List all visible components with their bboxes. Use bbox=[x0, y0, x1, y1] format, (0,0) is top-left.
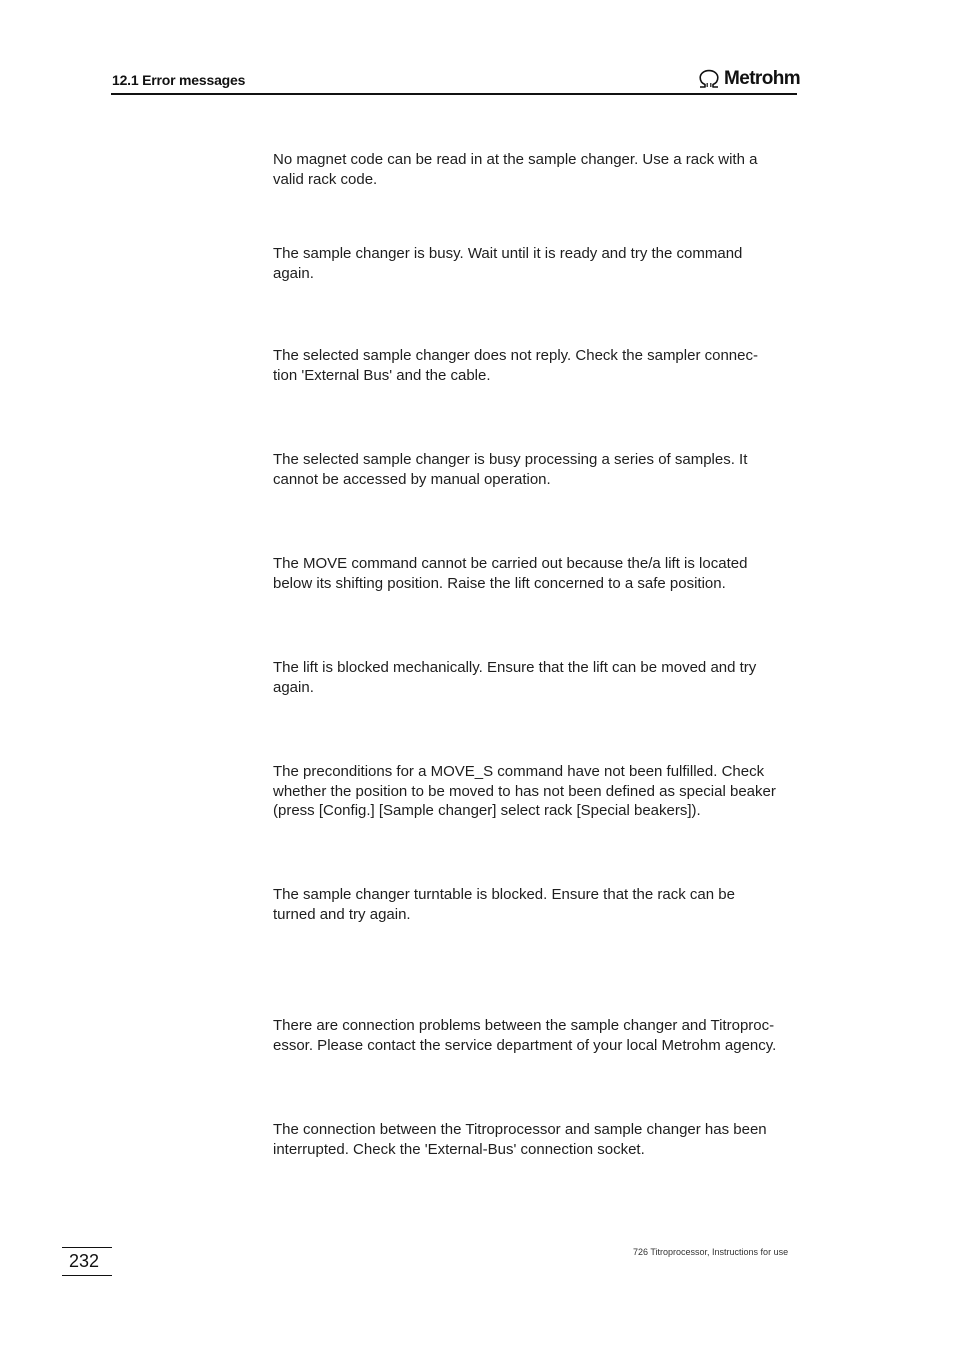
message-line: below its shifting position. Raise the lift concerned to a safe position. bbox=[273, 574, 726, 592]
error-message bbox=[273, 554, 803, 593]
message-line: No magnet code can be read in at the sample changer. Use a rack with a bbox=[273, 151, 758, 168]
message-line: The lift is blocked mechanically. Ensure that the lift can be moved and try bbox=[273, 659, 757, 676]
message-line: The sample changer turntable is blocked. Ensure that the rack can be bbox=[273, 886, 735, 903]
message-line: The MOVE command cannot be carried out because the/a lift is located bbox=[273, 555, 748, 572]
message-line: The preconditions for a MOVE_S command have not been fulfilled. Check bbox=[273, 763, 765, 780]
error-message bbox=[273, 1120, 803, 1159]
message-line: again. bbox=[273, 264, 314, 282]
error-message bbox=[273, 150, 803, 189]
section-title: 12.1 Error messages bbox=[112, 72, 246, 88]
message-line: whether the position to be moved to has not been defined as special beaker bbox=[273, 782, 776, 800]
error-message bbox=[273, 450, 803, 489]
message-line: valid rack code. bbox=[273, 170, 378, 188]
message-line: again. bbox=[273, 678, 314, 696]
message-line: tion 'External Bus' and the cable. bbox=[273, 366, 491, 384]
message-line: The connection between the Titroprocessor and sample changer has been bbox=[273, 1121, 767, 1138]
error-message bbox=[273, 658, 803, 697]
message-line: The selected sample changer is busy processing a series of samples. It bbox=[273, 451, 748, 468]
message-line: turned and try again. bbox=[273, 905, 411, 923]
message-line: The selected sample changer does not reply. Check the sampler connec- bbox=[273, 347, 758, 364]
header-divider bbox=[111, 93, 797, 95]
error-message bbox=[273, 885, 803, 924]
error-message bbox=[273, 762, 803, 821]
page-number: 232 bbox=[69, 1251, 100, 1271]
page-number-bottom-rule bbox=[62, 1275, 112, 1276]
message-line: interrupted. Check the 'External-Bus' connection socket. bbox=[273, 1140, 645, 1158]
message-line: The sample changer is busy. Wait until it is ready and try the command bbox=[273, 245, 743, 262]
page-number-top-rule bbox=[62, 1247, 112, 1248]
message-line: (press [Config.] [Sample changer] select rack [Special beakers]). bbox=[273, 802, 701, 819]
error-message bbox=[273, 244, 803, 283]
error-message bbox=[273, 1016, 803, 1055]
omega-icon bbox=[697, 69, 721, 89]
metrohm-logo bbox=[697, 66, 800, 92]
message-line: There are connection problems between the sample changer and Titroproc- bbox=[273, 1017, 775, 1034]
message-line: cannot be accessed by manual operation. bbox=[273, 470, 551, 488]
logo-wordmark: Metrohm bbox=[724, 68, 801, 89]
error-message bbox=[273, 346, 803, 385]
document-title: 726 Titroprocessor, Instructions for use bbox=[633, 1247, 789, 1257]
message-line: essor. Please contact the service department of your local Metrohm agency. bbox=[273, 1036, 777, 1054]
